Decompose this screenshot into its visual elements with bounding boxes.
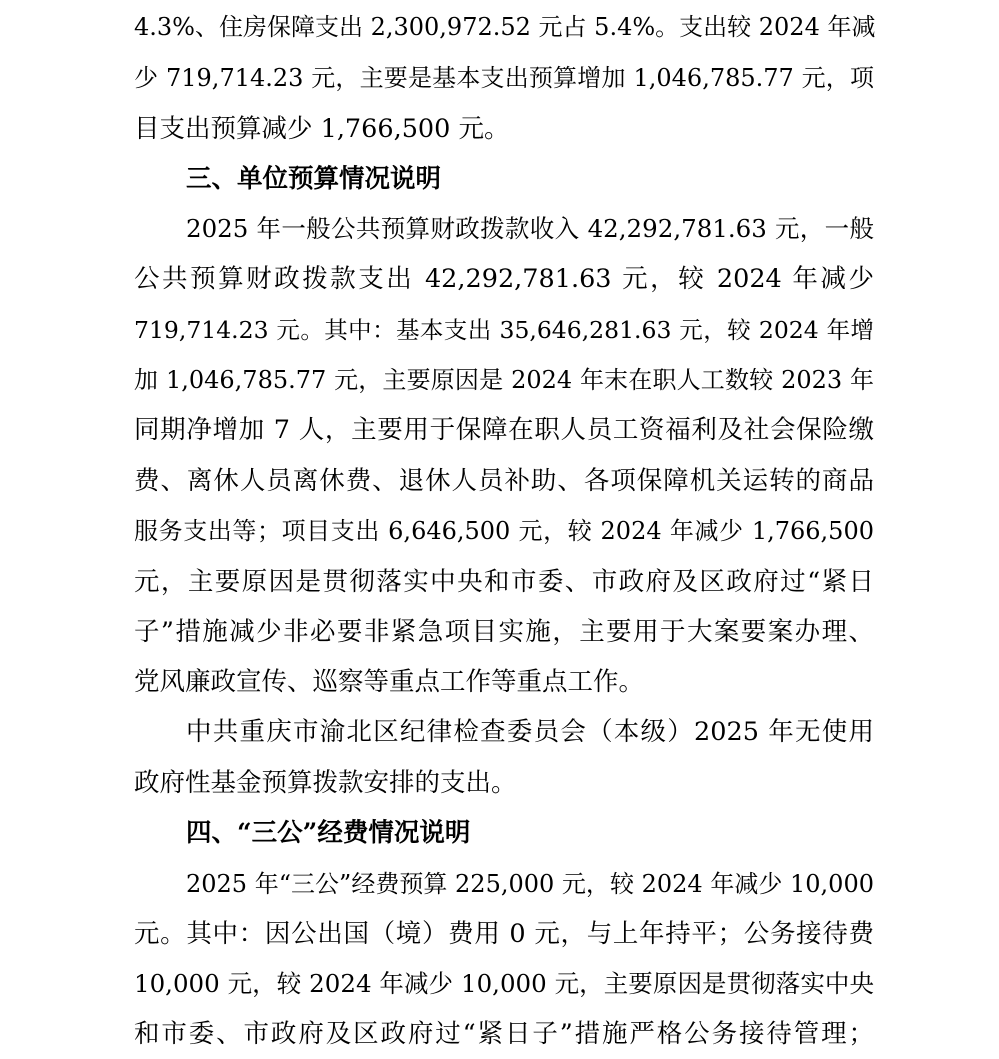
text-line: 少 719,714.23 元，主要是基本支出预算增加 1,046,785.77 元，项 (134, 64, 874, 92)
text-line: 党风廉政宣传、巡察等重点工作等重点工作。 (134, 667, 645, 697)
text-line: 目支出预算减少 1,766,500 元。 (134, 114, 510, 144)
section-heading: 四、“三公”经费情况说明 (186, 818, 471, 848)
text-line: 子”措施减少非必要非紧急项目实施，主要用于大案要案办理、 (134, 617, 874, 647)
text-line: 政府性基金预算拨款安排的支出。 (134, 768, 517, 798)
text-line: 10,000 元，较 2024 年减少 10,000 元，主要原因是贯彻落实中央 (134, 969, 874, 998)
text-line: 公共预算财政拨款支出 42,292,781.63 元，较 2024 年减少 (134, 264, 874, 294)
text-line: 元。其中：因公出国（境）费用 0 元，与上年持平；公务接待费 (134, 919, 874, 949)
text-line: 719,714.23 元。其中：基本支出 35,646,281.63 元，较 2024 年增 (134, 316, 874, 344)
text-line: 服务支出等；项目支出 6,646,500 元，较 2024 年减少 1,766,500 (134, 517, 874, 545)
text-line: 4.3%、住房保障支出 2,300,972.52 元占 5.4%。支出较 2024 年减 (134, 13, 876, 41)
text-line: 中共重庆市渝北区纪律检查委员会（本级）2025 年无使用 (186, 717, 874, 747)
text-line: 费、离休人员离休费、退休人员补助、各项保障机关运转的商品 (134, 466, 874, 496)
text-line: 加 1,046,785.77 元，主要原因是 2024 年末在职人工数较 2023 年 (134, 366, 874, 394)
text-line: 和市委、市政府及区政府过“紧日子”措施严格公务接待管理； (134, 1019, 874, 1049)
section-heading: 三、单位预算情况说明 (186, 164, 442, 194)
text-line: 2025 年“三公”经费预算 225,000 元，较 2024 年减少 10,000 (186, 870, 874, 898)
text-line: 同期净增加 7 人，主要用于保障在职人员工资福利及社会保险缴 (134, 415, 874, 445)
text-line: 元，主要原因是贯彻落实中央和市委、市政府及区政府过“紧日 (134, 567, 874, 597)
text-line: 2025 年一般公共预算财政拨款收入 42,292,781.63 元，一般 (186, 214, 874, 243)
